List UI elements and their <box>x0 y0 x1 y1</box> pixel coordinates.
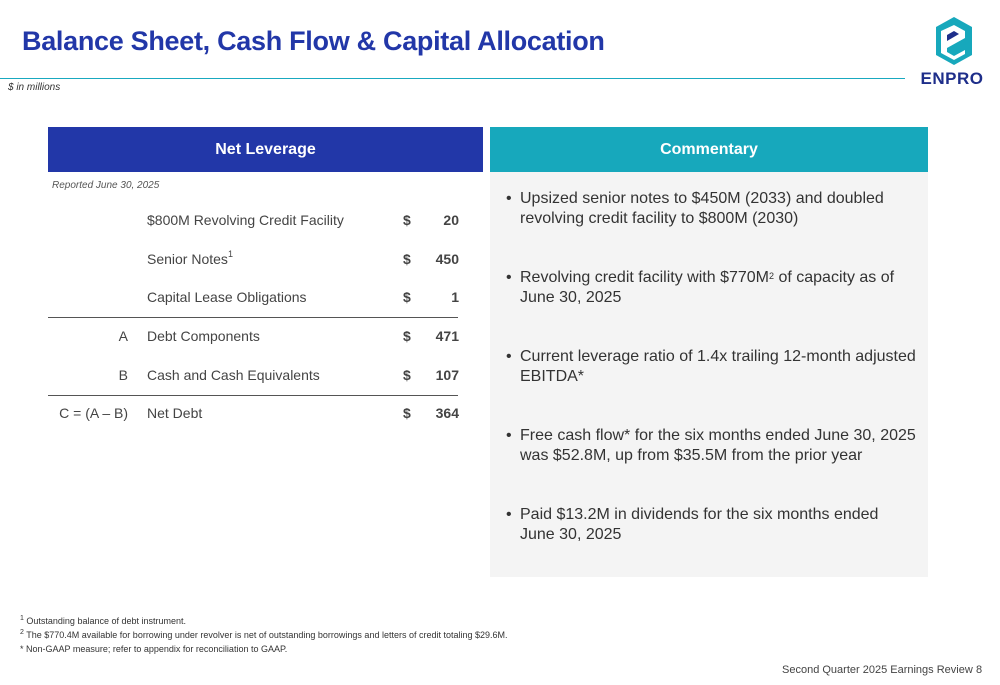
row-amount: 471 <box>435 328 459 344</box>
table-row <box>48 289 483 309</box>
table-divider <box>48 395 458 396</box>
commentary-list <box>506 189 916 584</box>
page-number: 8 <box>976 664 983 676</box>
commentary-panel <box>490 127 928 577</box>
table-row <box>48 367 483 387</box>
enpro-logo <box>914 16 990 90</box>
row-currency: $ <box>403 289 411 305</box>
row-label: Debt Components <box>147 328 260 344</box>
row-label: Net Debt <box>147 405 203 421</box>
row-amount: 20 <box>443 212 459 228</box>
table-row <box>48 328 483 348</box>
row-currency: $ <box>403 405 411 421</box>
footnote: * Non-GAAP measure; refer to appendix for reconciliation to GAAP. <box>20 644 288 654</box>
reported-date: Reported June 30, 2025 <box>52 180 160 191</box>
net-leverage-header: Net Leverage <box>48 127 483 172</box>
row-label: Capital Lease Obligations <box>147 289 307 305</box>
row-label: $800M Revolving Credit Facility <box>147 212 344 228</box>
enpro-logo-icon <box>934 16 974 66</box>
row-currency: $ <box>403 367 411 383</box>
page-title: Balance Sheet, Cash Flow & Capital Allocation <box>22 26 605 56</box>
table-row <box>48 405 483 425</box>
row-amount: 450 <box>435 251 459 267</box>
commentary-bullet: • Current leverage ratio of 1.4x trailing 12-month adjusted EBITDA* <box>506 347 916 387</box>
row-letter: A <box>118 328 128 344</box>
row-letter: B <box>118 367 128 383</box>
title-divider <box>0 78 905 79</box>
footnote: $^1$ Outstanding balance of debt instrument. <box>20 615 187 626</box>
row-amount: 1 <box>451 289 459 305</box>
units-note: $ in millions <box>8 82 61 93</box>
row-currency: $ <box>403 251 411 267</box>
footnote: $^2$ The $770.4M available for borrowing under revolver is net of outstanding borrowings and letters of credit totaling $29.6M. <box>20 629 508 640</box>
row-amount: 107 <box>435 367 459 383</box>
footer-text: Second Quarter 2025 Earnings Review <box>782 664 973 676</box>
net-leverage-panel <box>48 127 483 421</box>
enpro-logo-text: ENPRO <box>920 69 984 88</box>
table-row <box>48 251 483 271</box>
row-currency: $ <box>403 212 411 228</box>
row-label: Cash and Cash Equivalents <box>147 367 320 383</box>
table-divider <box>48 317 458 318</box>
row-amount: 364 <box>435 405 459 421</box>
commentary-header: Commentary <box>490 127 928 172</box>
row-label: Senior Notes$^1$ <box>147 249 233 267</box>
table-row <box>48 212 483 232</box>
footnotes <box>20 613 508 655</box>
commentary-bullet: • Upsized senior notes to $450M (2033) and doubled revolving credit facility to $800M (2030) <box>506 189 916 229</box>
commentary-bullet: • Free cash flow* for the six months ended June 30, 2025 was $52.8M, up from $35.5M from the prior year <box>506 426 916 466</box>
commentary-bullet: • Revolving credit facility with $\$770M^2$ of capacity as of June 30, 2025 <box>506 268 916 308</box>
commentary-bullet: • Paid $13.2M in dividends for the six months ended June 30, 2025 <box>506 505 916 545</box>
row-letter: C = (A – B) <box>59 405 128 421</box>
row-currency: $ <box>403 328 411 344</box>
